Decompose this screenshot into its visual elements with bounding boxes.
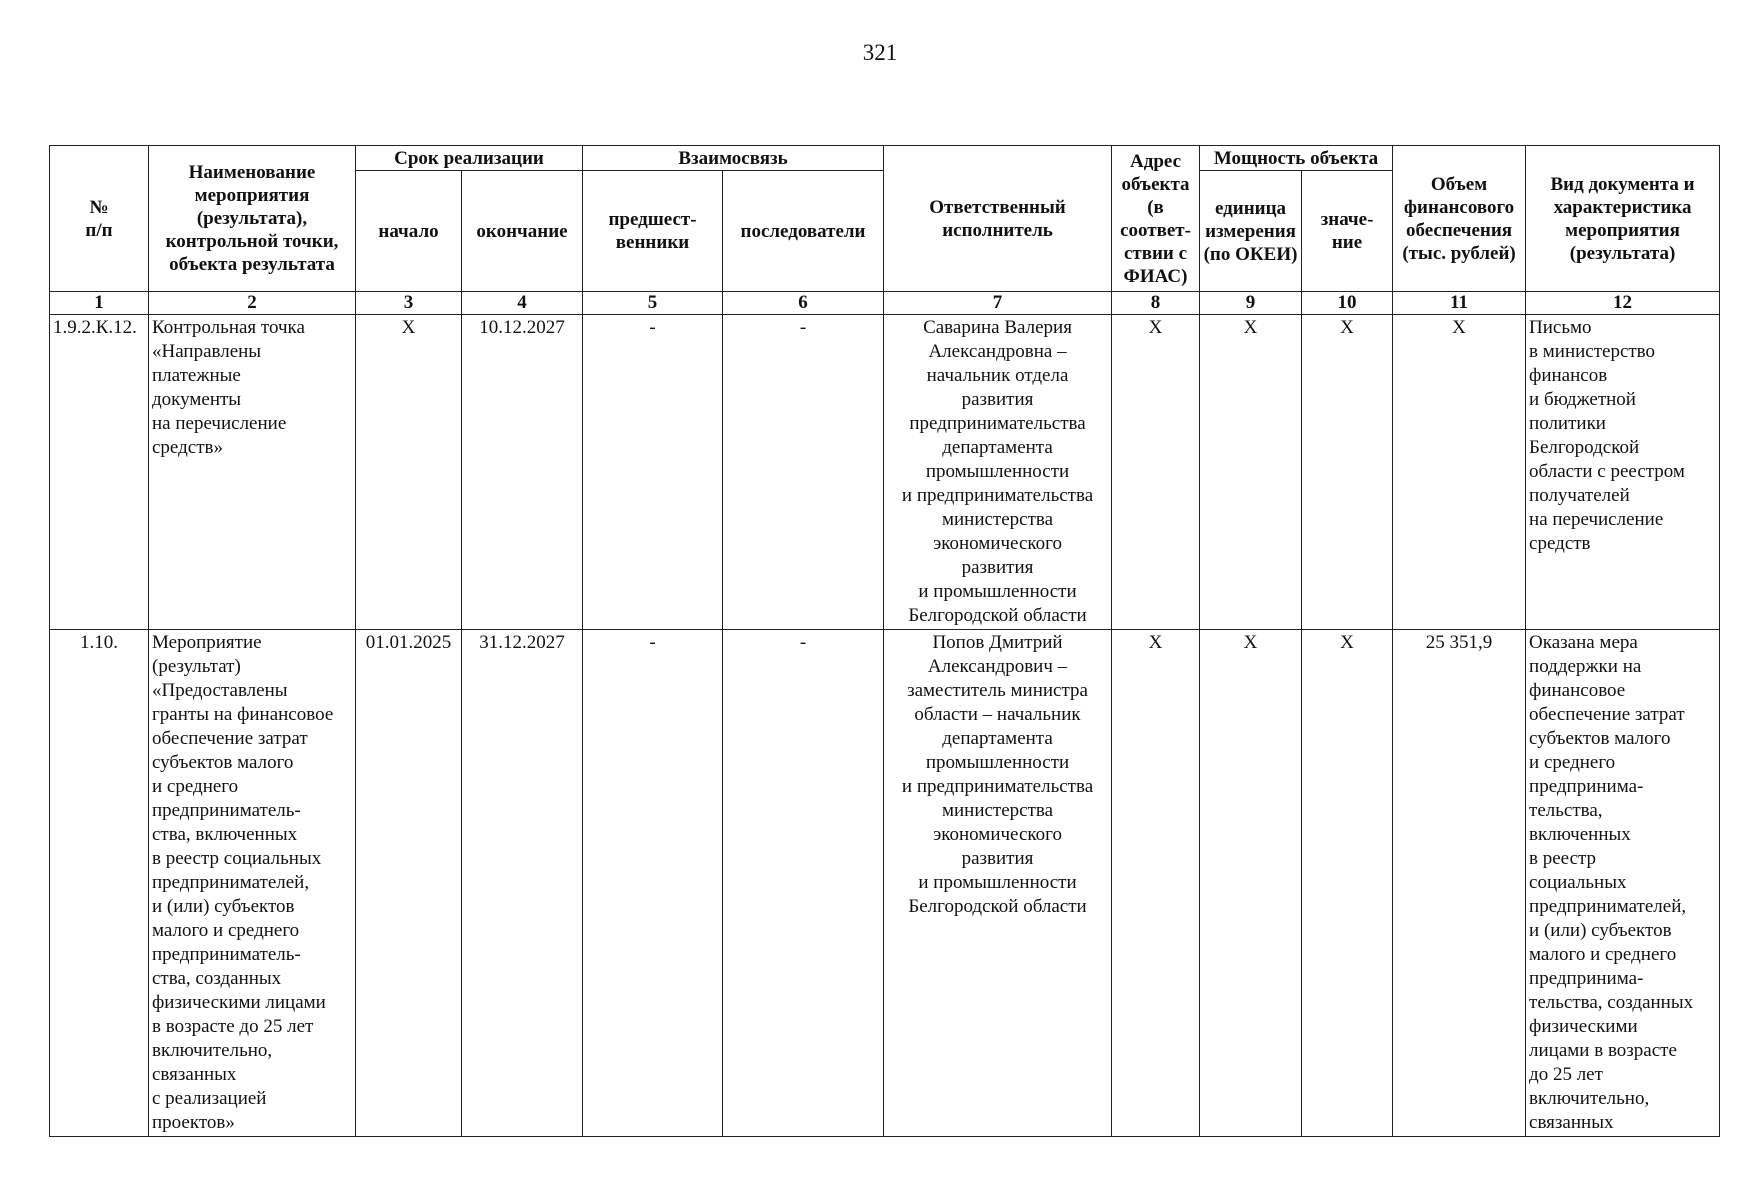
column-number: 11	[1393, 292, 1526, 315]
row-successors: -	[723, 630, 884, 1137]
column-number: 6	[723, 292, 884, 315]
header-doc: Вид документа и характеристика мероприятия (результата)	[1526, 146, 1720, 292]
header-capacity-value: значе- ние	[1302, 171, 1393, 292]
row-number: 1.9.2.К.12.	[50, 315, 149, 630]
activities-table	[49, 145, 1720, 1137]
row-unit: X	[1200, 315, 1302, 630]
row-finance: 25 351,9	[1393, 630, 1526, 1137]
row-finance: X	[1393, 315, 1526, 630]
header-address: Адрес объекта (в соответ-ствии с ФИАС)	[1112, 146, 1200, 292]
row-predecessors: -	[583, 630, 723, 1137]
row-value: X	[1302, 630, 1393, 1137]
header-relation-successors: последователи	[723, 171, 884, 292]
column-number: 3	[356, 292, 462, 315]
header-capacity: Мощность объекта	[1200, 146, 1393, 171]
header-capacity-unit: единица измерения (по ОКЕИ)	[1200, 171, 1302, 292]
row-start: X	[356, 315, 462, 630]
row-document: Оказана мера поддержки на финансовое обеспечение затрат субъектов малого и среднего предпринима- тельства, включенных в реестр социальных предпринимателей, и (или) субъектов малого и среднего предпринима- тельства, созданных физическими лицами в возрасте до 25 лет включительно, связанных	[1526, 630, 1720, 1137]
header-period-end: окончание	[462, 171, 583, 292]
column-number: 4	[462, 292, 583, 315]
column-number: 7	[884, 292, 1112, 315]
column-number: 2	[149, 292, 356, 315]
row-address: X	[1112, 315, 1200, 630]
header-name: Наименование мероприятия (результата), контрольной точки, объекта результата	[149, 146, 356, 292]
header-period-start: начало	[356, 171, 462, 292]
column-number: 8	[1112, 292, 1200, 315]
row-predecessors: -	[583, 315, 723, 630]
row-start: 01.01.2025	[356, 630, 462, 1137]
row-successors: -	[723, 315, 884, 630]
column-number-row	[50, 292, 1720, 315]
row-name: Мероприятие (результат) «Предоставлены гранты на финансовое обеспечение затрат субъектов малого и среднего предприниматель- ства, включенных в реестр социальных предпринимателей, и (или) субъектов малого и среднего предприниматель- ства, созданных физическими лицами в возрасте до 25 лет включительно, связанных с реализацией проектов»	[149, 630, 356, 1137]
row-unit: X	[1200, 630, 1302, 1137]
column-number: 12	[1526, 292, 1720, 315]
row-value: X	[1302, 315, 1393, 630]
column-number: 1	[50, 292, 149, 315]
row-document: Письмо в министерство финансов и бюджетной политики Белгородской области с реестром получателей на перечисление средств	[1526, 315, 1720, 630]
row-end: 10.12.2027	[462, 315, 583, 630]
header-relation: Взаимосвязь	[583, 146, 884, 171]
header-finance: Объем финансового обеспечения (тыс. рублей)	[1393, 146, 1526, 292]
header-num: № п/п	[50, 146, 149, 292]
page-number: 321	[862, 40, 898, 65]
row-end: 31.12.2027	[462, 630, 583, 1137]
table-row	[50, 630, 1720, 1137]
column-number: 10	[1302, 292, 1393, 315]
header-period: Срок реализации	[356, 146, 583, 171]
table-row	[50, 315, 1720, 630]
column-number: 5	[583, 292, 723, 315]
header-responsible: Ответственный исполнитель	[884, 146, 1112, 292]
row-name: Контрольная точка «Направлены платежные документы на перечисление средств»	[149, 315, 356, 630]
column-number: 9	[1200, 292, 1302, 315]
row-number: 1.10.	[50, 630, 149, 1137]
row-responsible: Саварина Валерия Александровна – начальник отдела развития предпринимательства департамента промышленности и предпринимательства министерства экономического развития и промышленности Белгородской области	[884, 315, 1112, 630]
row-address: X	[1112, 630, 1200, 1137]
header-relation-predecessors: предшест- венники	[583, 171, 723, 292]
row-responsible: Попов Дмитрий Александрович – заместитель министра области – начальник департамента промышленности и предпринимательства министерства экономического развития и промышленности Белгородской области	[884, 630, 1112, 1137]
